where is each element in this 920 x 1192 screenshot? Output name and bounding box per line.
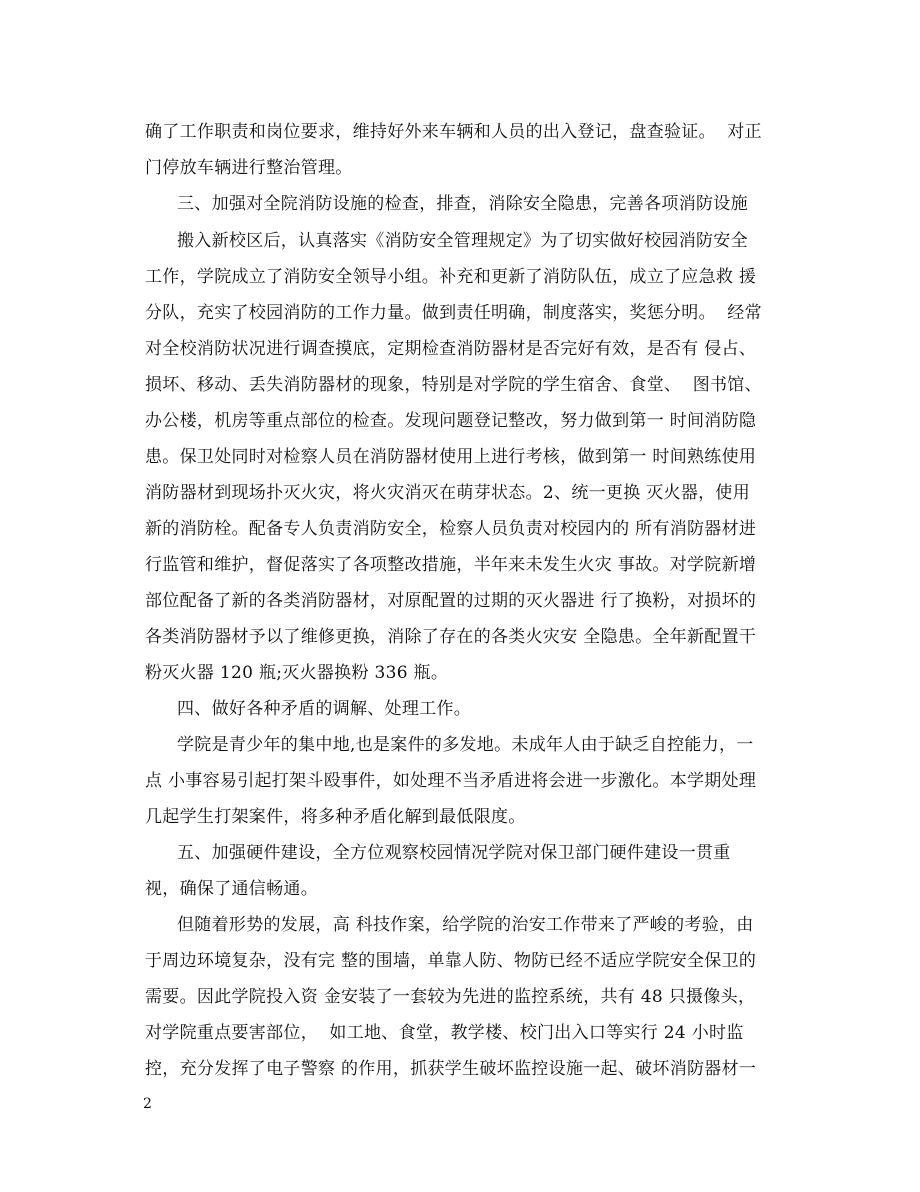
text-line: 粉灭火器 120 瓶;灭火器换粉 336 瓶。 bbox=[145, 663, 449, 683]
text-line: 视，确保了通信畅通。 bbox=[145, 879, 318, 899]
text-line: 于周边环境复杂，没有完 整的围墙，单靠人防、物防已经不适应学院安全保卫的 bbox=[145, 951, 757, 971]
text-line: 行监管和维护，督促落实了各项整改措施，半年来未发生火灾 事故。对学院新增 bbox=[145, 555, 757, 575]
section-heading: 四、做好各种矛盾的调解、处理工作。 bbox=[177, 699, 472, 719]
text-line: 各类消防器材予以了维修更换，消除了存在的各类火灾安 全隐患。全年新配置干 bbox=[145, 627, 757, 647]
text-line: 点 小事容易引起打架斗殴事件，如处理不当矛盾进将会进一步激化。本学期处理 bbox=[145, 771, 757, 791]
text-line: 门停放车辆进行整治管理。 bbox=[145, 158, 353, 178]
text-line: 搬入新校区后，认真落实《消防安全管理规定》为了切实做好校园消防安全 bbox=[177, 231, 748, 251]
text-line: 部位配备了新的各类消防器材，对原配置的过期的灭火器进 行了换粉，对损坏的 bbox=[145, 591, 757, 611]
text-line: 但随着形势的发展，高 科技作案，给学院的治安工作带来了严峻的考验，由 bbox=[177, 915, 754, 935]
text-line: 消防器材到现场扑灭火灾，将火灾消灭在萌芽状态。2、统一更换 灭火器，使用 bbox=[145, 483, 751, 503]
page-number: 2 bbox=[143, 1096, 152, 1112]
section-heading: 五、加强硬件建设，全方位观察校园情况学院对保卫部门硬件建设一贯重 bbox=[177, 843, 731, 863]
text-line: 确了工作职责和岗位要求，维持好外来车辆和人员的出入登记，盘查验证。 对正 bbox=[145, 122, 762, 142]
section-heading: 三、加强对全院消防设施的检查，排查，消除安全隐患，完善各项消防设施 bbox=[177, 194, 748, 214]
text-line: 办公楼，机房等重点部位的检查。发现问题登记整改，努力做到第一 时间消防隐 bbox=[145, 411, 757, 431]
text-line: 患。保卫处同时对检察人员在消防器材使用上进行考核，做到第一 时间熟练使用 bbox=[145, 447, 757, 467]
text-line: 学院是青少年的集中地,也是案件的多发地。未成年人由于缺乏自控能力，一 bbox=[177, 735, 754, 755]
text-line: 控，充分发挥了电子警察 的作用，抓获学生破坏监控设施一起、破坏消防器材一 bbox=[145, 1059, 757, 1079]
text-line: 损坏、移动、丢失消防器材的现象，特别是对学院的学生宿舍、食堂、 图书馆、 bbox=[145, 375, 762, 395]
text-line: 需要。因此学院投入资 金安装了一套较为先进的监控系统，共有 48 只摄像头， bbox=[145, 987, 756, 1007]
text-line: 分队，充实了校园消防的工作力量。做到责任明确，制度落实，奖惩分明。 经常 bbox=[145, 303, 762, 323]
text-line: 几起学生打架案件，将多种矛盾化解到最低限度。 bbox=[145, 807, 526, 827]
text-line: 工作，学院成立了消防安全领导小组。补充和更新了消防队伍，成立了应急救 援 bbox=[145, 267, 757, 287]
text-line: 对全校消防状况进行调查摸底，定期检查消防器材是否完好有效，是否有 侵占、 bbox=[145, 339, 757, 359]
text-line: 对学院重点要害部位， 如工地、食堂，教学楼、校门出入口等实行 24 小时监 bbox=[145, 1023, 744, 1043]
text-line: 新的消防栓。配备专人负责消防安全，检察人员负责对校园内的 所有消防器材进 bbox=[145, 519, 757, 539]
